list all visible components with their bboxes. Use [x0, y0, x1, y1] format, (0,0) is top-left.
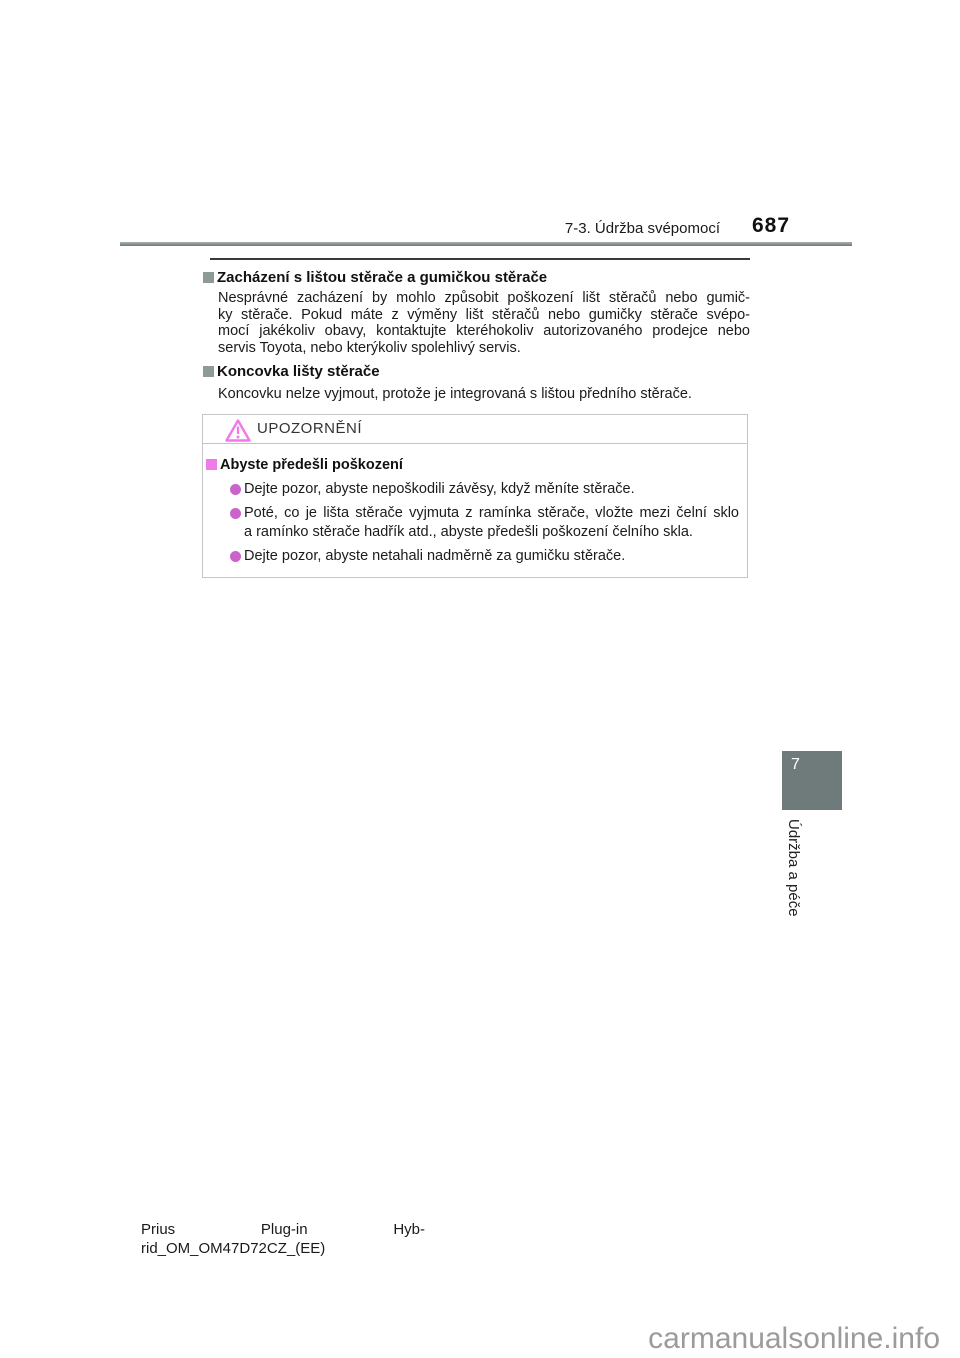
- caution-box-header: [203, 415, 747, 444]
- page-number: 687: [752, 214, 791, 237]
- chapter-side-label: Údržba a péče: [785, 819, 802, 917]
- chapter-number: 7: [791, 756, 800, 773]
- caution-box-body: [203, 444, 747, 566]
- bullet-line: Dejte pozor, abyste netahali nadměrně za gumičku stěrače.: [244, 548, 626, 564]
- circle-bullet-icon: [230, 551, 241, 562]
- circle-bullet-icon: [230, 508, 241, 519]
- pink-square-bullet-icon: [206, 459, 217, 470]
- footer-doc-code: [141, 1220, 425, 1258]
- content-top-rule: [210, 258, 750, 260]
- section-heading-2-label: Koncovka lišty stěrače: [217, 363, 380, 380]
- footer-word: Plug-in: [260, 1221, 308, 1238]
- caution-heading-label: Abyste předešli poškození: [220, 457, 403, 473]
- section-heading-1: [203, 269, 547, 287]
- footer-line-1: [141, 1220, 425, 1239]
- caution-bullet-1: [206, 480, 739, 499]
- paragraph-line: ky stěrače. Pokud máte z výměny lišt stěračů nebo gumičky stěrače svépo-: [218, 306, 750, 323]
- circle-bullet-icon: [230, 484, 241, 495]
- bullet-line: a ramínko stěrače hadřík atd., abyste předešli poškození čelního skla.: [244, 524, 693, 540]
- paragraph-line: mocí jakékoliv obavy, kontaktujte kteréhokoliv autorizovaného prodejce nebo: [218, 323, 750, 339]
- caution-bullet-3: [206, 547, 739, 566]
- caution-bullet-2: [206, 504, 739, 542]
- section-heading-2: [203, 363, 380, 381]
- caution-heading: [206, 456, 739, 475]
- bullet-line: Poté, co je lišta stěrače vyjmuta z ramínka stěrače, vložte mezi čelní sklo: [244, 505, 739, 521]
- footer-word: Prius: [141, 1221, 176, 1238]
- paragraph-line: Koncovku nelze vyjmout, protože je integrovaná s lištou předního stěrače.: [218, 386, 692, 402]
- section-2-paragraph: [218, 386, 750, 403]
- section-heading-1-label: Zacházení s lištou stěrače a gumičkou stěrače: [217, 269, 548, 286]
- header-rule: [120, 242, 852, 246]
- paragraph-line: Nesprávné zacházení by mohlo způsobit poškození lišt stěračů nebo gumič-: [218, 290, 750, 306]
- square-bullet-icon: [203, 272, 214, 283]
- paragraph-line: servis Toyota, nebo kterýkoliv spolehlivý servis.: [218, 339, 521, 356]
- footer-line-2: rid_OM_OM47D72CZ_(EE): [141, 1240, 326, 1257]
- chapter-tab: [782, 751, 842, 810]
- caution-title: UPOZORNĚNÍ: [257, 420, 363, 437]
- watermark: carmanualsonline.info: [648, 1322, 940, 1355]
- header-section-title: 7-3. Údržba svépomocí: [564, 220, 720, 237]
- section-1-paragraph: [218, 290, 750, 356]
- caution-box: [202, 414, 748, 578]
- square-bullet-icon: [203, 366, 214, 377]
- warning-triangle-icon: [225, 419, 251, 442]
- bullet-line: Dejte pozor, abyste nepoškodili závěsy, když měníte stěrače.: [244, 481, 635, 497]
- footer-word: Hyb-: [393, 1221, 425, 1238]
